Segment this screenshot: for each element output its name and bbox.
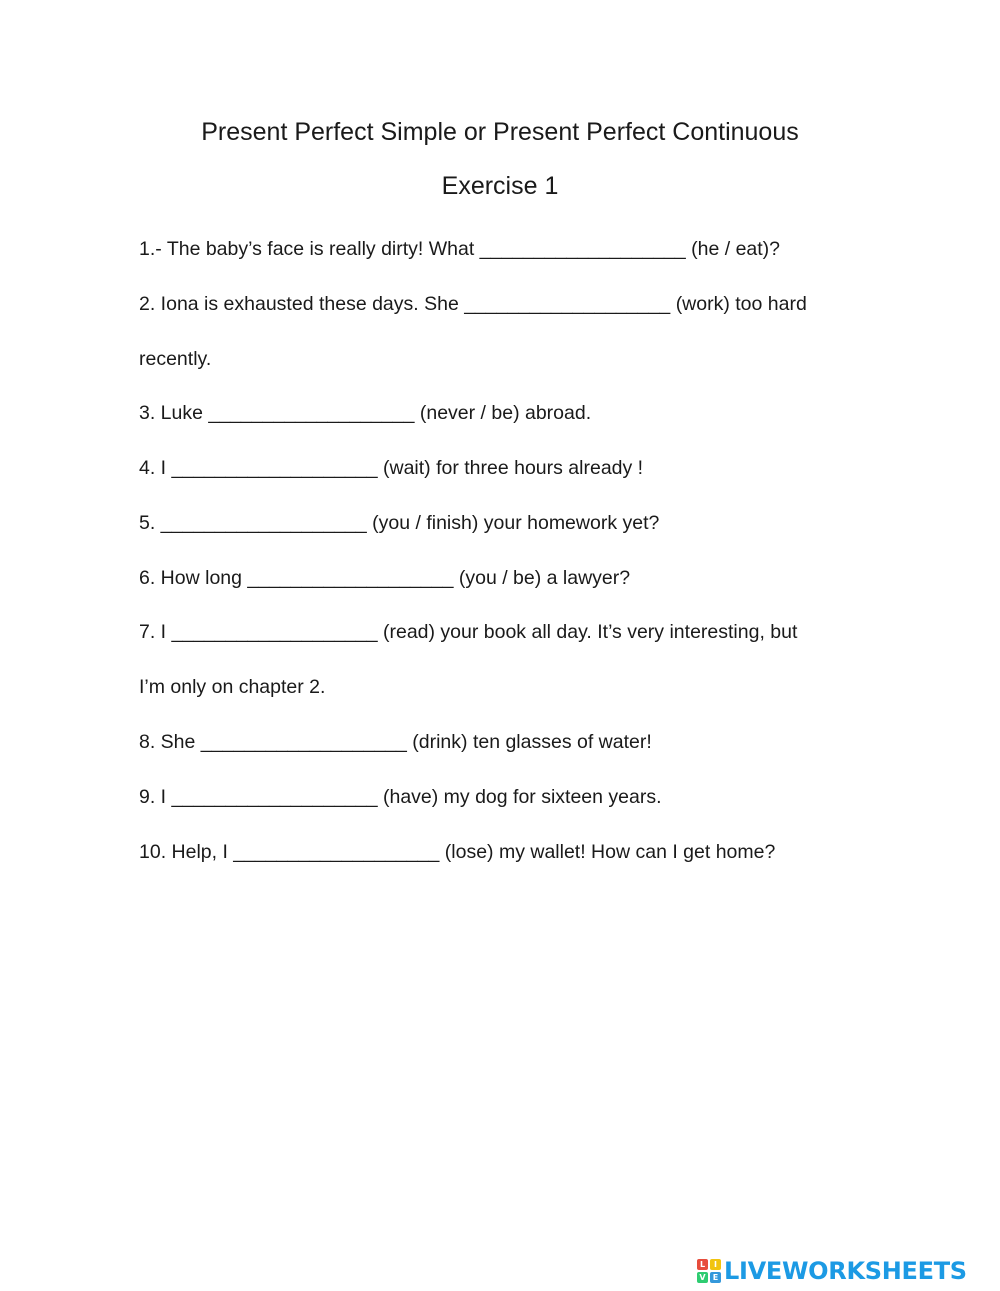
logo-letter-v: V [697,1272,708,1283]
question-5: 5. ___________________ (you / finish) your homework yet? [139,512,660,534]
logo-live-icon [697,1259,721,1283]
question-2-continued: recently. [139,348,212,370]
question-8: 8. She ___________________ (drink) ten glasses of water! [139,731,652,753]
question-9: 9. I ___________________ (have) my dog for sixteen years. [139,786,662,808]
logo-text: LIVEWORKSHEETS [724,1257,967,1285]
question-3: 3. Luke ___________________ (never / be) abroad. [139,402,592,424]
question-1: 1.- The baby’s face is really dirty! What ___________________ (he / eat)? [139,238,781,260]
question-7: 7. I ___________________ (read) your book all day. It’s very interesting, but [139,621,798,643]
question-10: 10. Help, I ___________________ (lose) my wallet! How can I get home? [139,841,776,863]
question-6: 6. How long ___________________ (you / be) a lawyer? [139,567,631,589]
question-4: 4. I ___________________ (wait) for three hours already ! [139,457,644,479]
logo-letter-l: L [697,1259,708,1270]
question-7-continued: I’m only on chapter 2. [139,676,326,698]
liveworksheets-logo[interactable] [697,1255,967,1287]
worksheet-title: Present Perfect Simple or Present Perfect Continuous [201,118,799,146]
question-2: 2. Iona is exhausted these days. She ___________________ (work) too hard [139,293,807,315]
logo-letter-e: E [710,1272,721,1283]
exercise-subtitle: Exercise 1 [441,172,559,200]
logo-letter-i: I [710,1259,721,1270]
